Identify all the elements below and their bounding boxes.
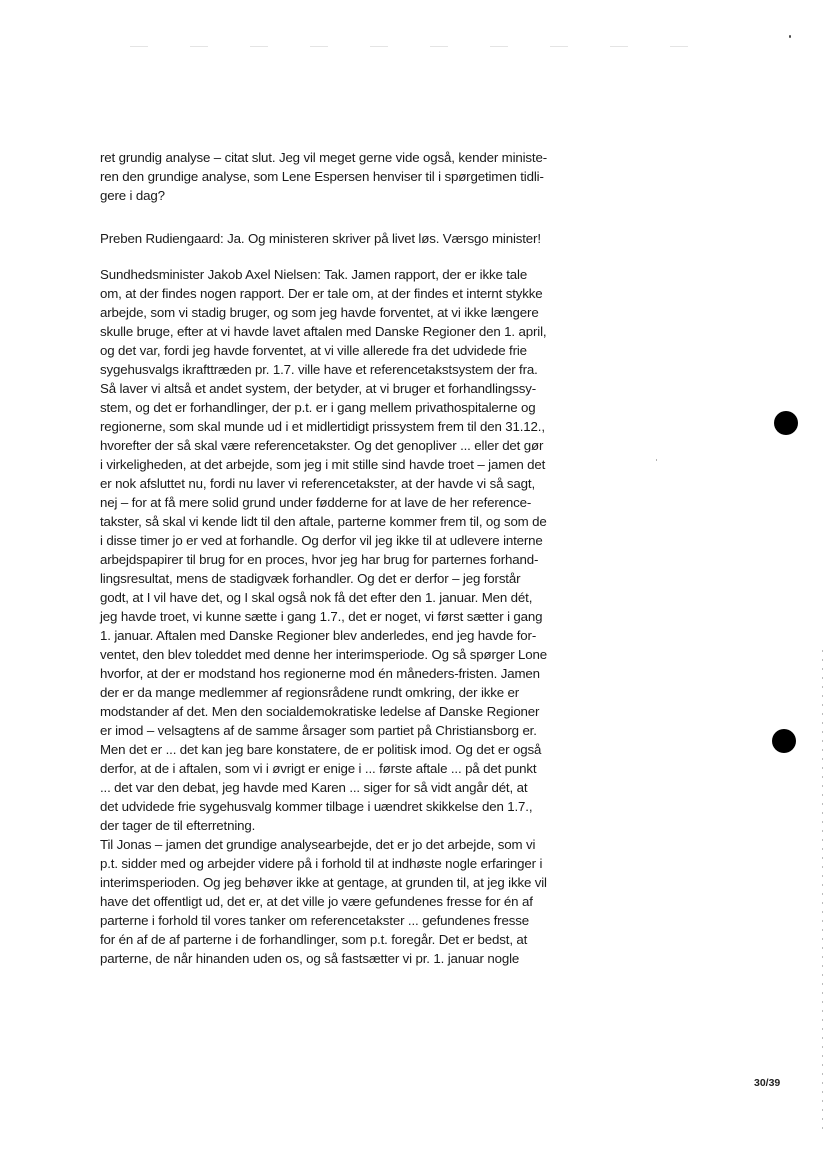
text-line: Til Jonas – jamen det grundige analysearbejde, det er jo det arbejde, som vi [100,837,536,852]
text-line: parterne i forhold til vores tanker om referencetakster ... gefundenes fresse [100,913,529,928]
punch-hole [772,729,796,753]
punch-hole [774,411,798,435]
text-line: have det offentligt ud, det er, at det ville jo være gefundenes fresse for én af [100,894,533,909]
text-line: gere i dag? [100,188,165,203]
text-line: det udvidede frie sygehusvalg kommer tilbage i uændret skikkelse den 1.7., [100,799,533,814]
page-number: 30/39 [754,1077,781,1089]
text-line: hvorfor, at der er modstand hos regionerne mod én måneders-fristen. Jamen [100,666,540,681]
text-line: modstander af det. Men den socialdemokratiske ledelse af Danske Regioner [100,704,540,719]
scan-edge [822,650,823,1130]
text-line: ventet, den blev toleddet med denne her interimsperiode. Og så spørger Lone [100,647,548,662]
text-line: ret grundig analyse – citat slut. Jeg vil meget gerne vide også, kender ministe- [100,150,547,165]
paragraph-minister-answer [100,265,590,968]
text-line: lingsresultat, mens de stadigvæk forhandler. Og det er derfor – jeg forstår [100,571,521,586]
text-line: for én af de af parterne i de forhandlinger, som p.t. foregår. Det er bedst, at [100,932,528,947]
text-line: Sundhedsminister Jakob Axel Nielsen: Tak. Jamen rapport, der er ikke tale [100,267,528,282]
text-line: Men det er ... det kan jeg bare konstatere, de er politisk imod. Og det er også [100,742,542,757]
text-line: skulle bruge, efter at vi havde lavet aftalen med Danske Regioner den 1. april, [100,324,547,339]
text-line: i disse timer jo er ved at forhandle. Og derfor vil jeg ikke til at udlevere interne [100,533,543,548]
text-line: er nok afsluttet nu, fordi nu laver vi referencetakster, at der havde vi så sagt, [100,476,536,491]
text-line: interimsperioden. Og jeg behøver ikke at gentage, at grunden til, at jeg ikke vil [100,875,547,890]
text-line: stem, og det er forhandlinger, der p.t. er i gang mellem privathospitalerne og [100,400,536,415]
text-line: sygehusvalgs ikrafttræden pr. 1.7. ville have et referencetakstsystem der fra. [100,362,538,377]
text-line: er imod – velsagtens af de samme årsager som partiet på Christiansborg er. [100,723,537,738]
text-line: takster, så skal vi kende lidt til den aftale, parterne kommer frem til, og som de [100,514,547,529]
text-line: hvorefter der så skal være referencetakster. Og det genopliver ... eller det gør [100,438,544,453]
text-line: ... det var den debat, jeg havde med Karen ... siger for så vidt angår dét, at [100,780,528,795]
text-line: arbejdspapirer til brug for en proces, hvor jeg har brug for parternes forhand- [100,552,539,567]
text-line: ren den grundige analyse, som Lene Espersen henviser til i spørgetimen tidli- [100,169,544,184]
scan-noise [130,46,690,47]
text-line: arbejde, som vi stadig bruger, og som jeg havde forventet, at vi ikke længere [100,305,539,320]
text-line: 1. januar. Aftalen med Danske Regioner blev anderledes, end jeg havde for- [100,628,537,643]
scan-speck [789,35,791,38]
text-line: godt, at I vil have det, og I skal også nok få det efter den 1. januar. Men dét, [100,590,533,605]
paragraph-chair-remark [100,229,590,248]
text-line: der tager de til efterretning. [100,818,256,833]
text-line: Så laver vi altså et andet system, der betyder, at vi bruger et forhandlingssy- [100,381,537,396]
text-line: der er da mange medlemmer af regionsrådene rundt omkring, der ikke er [100,685,520,700]
text-line: Preben Rudiengaard: Ja. Og ministeren skriver på livet løs. Værsgo minister! [100,231,541,246]
text-line: derfor, at de i aftalen, som vi i øvrigt er enige i ... første aftale ... på det punkt [100,761,537,776]
text-line: parterne, de når hinanden uden os, og så fastsætter vi pr. 1. januar nogle [100,951,520,966]
text-line: og det var, fordi jeg havde forventet, at vi ville allerede fra det udvidede frie [100,343,527,358]
paragraph-question-continuation [100,148,590,205]
text-line: om, at der findes nogen rapport. Der er tale om, at der findes et internt stykke [100,286,543,301]
text-line: i virkeligheden, at det arbejde, som jeg i mit stille sind havde troet – jamen det [100,457,546,472]
text-line: nej – for at få mere solid grund under fødderne for at lave de her reference- [100,495,532,510]
text-line: p.t. sidder med og arbejder videre på i forhold til at indhøste nogle erfaringer i [100,856,543,871]
text-line: jeg havde troet, vi kunne sætte i gang 1.7., det er noget, vi først sætter i gang [100,609,543,624]
scan-speck [656,459,657,461]
text-line: regionerne, som skal munde ud i et midlertidigt prissystem frem til den 31.12., [100,419,545,434]
